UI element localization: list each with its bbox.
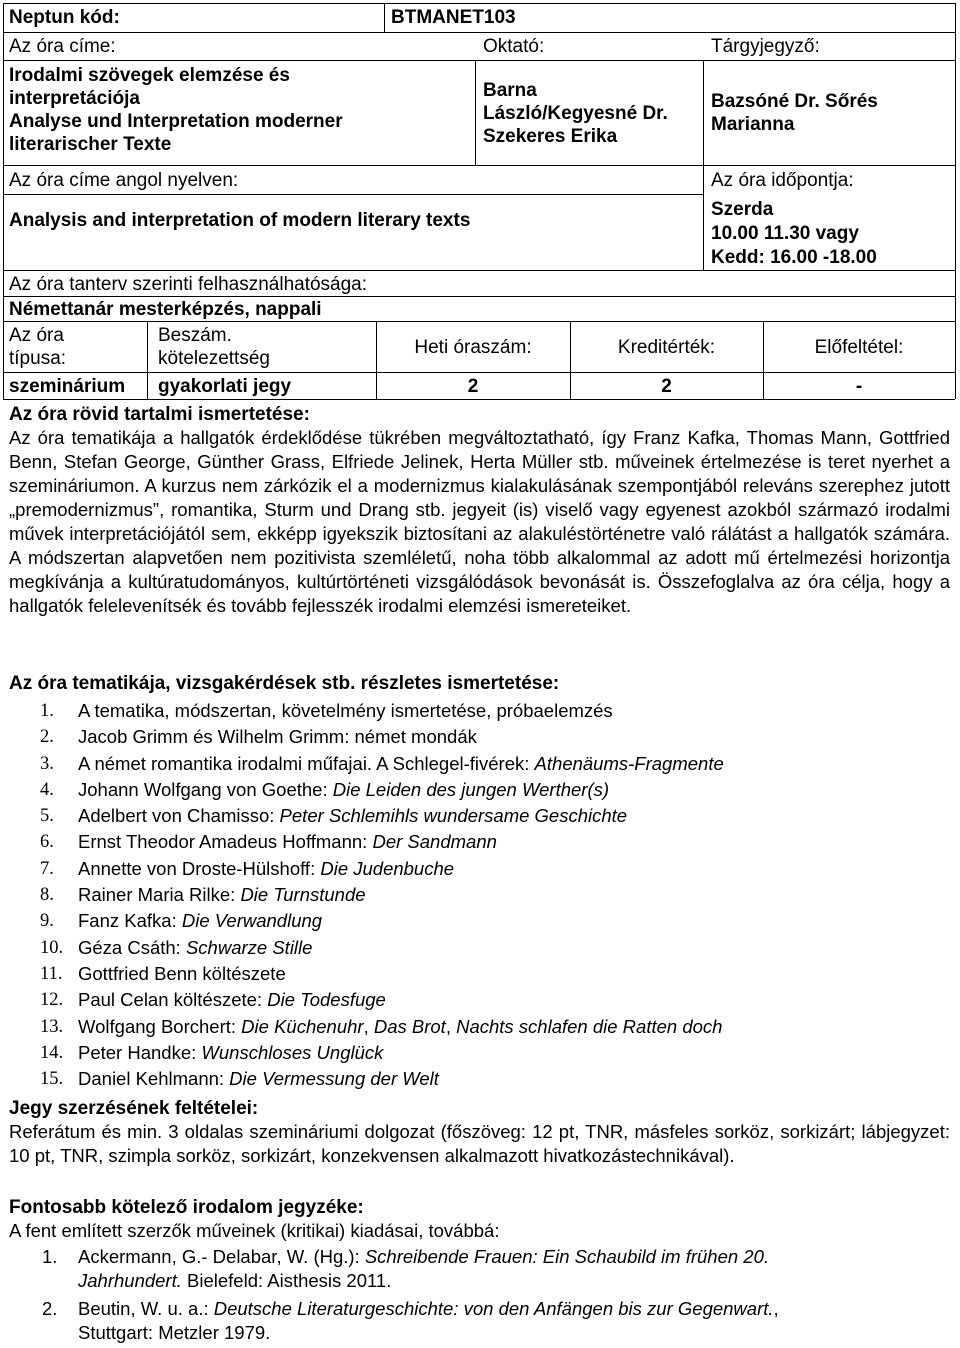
topic-text: Peter Handke:	[78, 1041, 202, 1063]
obligation-label-line: Beszám.	[158, 325, 232, 346]
topic-work-title: Peter Schlemihls wundersame Geschichte	[279, 805, 628, 827]
topic-work-title: Wunschloses Unglück	[201, 1041, 384, 1063]
literature-item-text: Ackermann, G.- Delabar, W. (Hg.):	[78, 1246, 365, 1267]
english-title-label: Az óra címe angol nyelven:	[9, 170, 239, 191]
time-line: 10.00 11.30 vagy	[711, 223, 859, 244]
coordinator-label: Tárgyjegyző:	[711, 36, 820, 57]
instructor-label: Oktató:	[483, 36, 545, 57]
topic-text: Daniel Kehlmann:	[78, 1068, 230, 1090]
topic-item	[40, 698, 724, 724]
usability-value: Némettanár mesterképzés, nappali	[9, 299, 322, 320]
topic-number: 9.	[40, 911, 54, 932]
topic-number: 13.	[40, 1016, 64, 1037]
topic-work-title: Der Sandmann	[372, 831, 497, 853]
literature-item-title: Jahrhundert.	[78, 1270, 182, 1291]
grading-label: Jegy szerzésének feltételei:	[9, 1098, 259, 1119]
topic-work-title: Die Turnstunde	[240, 884, 366, 906]
topic-item	[40, 908, 724, 934]
topic-text: Adelbert von Chamisso:	[78, 805, 280, 827]
topic-text: ,	[363, 1015, 374, 1037]
credits-value: 2	[661, 376, 672, 397]
course-title	[9, 64, 469, 156]
topic-item	[40, 803, 724, 829]
obligation-value: gyakorlati jegy	[158, 376, 292, 397]
instructor-line: Szekeres Erika	[483, 126, 618, 147]
literature-item-text: ,	[773, 1298, 779, 1319]
topic-item	[40, 751, 724, 777]
course-title-line: Analyse und Interpretation moderner	[9, 111, 343, 132]
topic-text: Gottfried Benn költészete	[78, 962, 286, 984]
literature-item	[42, 1297, 942, 1345]
literature-item-title: Deutsche Literaturgeschichte: von den Anfängen bis zur Gegenwart.	[213, 1298, 774, 1319]
topic-text: Fanz Kafka:	[78, 910, 182, 932]
topic-number: 4.	[40, 779, 54, 800]
topic-number: 6.	[40, 832, 54, 853]
prerequisite-label: Előfeltétel:	[814, 337, 904, 358]
neptun-code-label: Neptun kód:	[9, 7, 120, 28]
topic-item	[40, 1014, 724, 1040]
topic-text: Johann Wolfgang von Goethe:	[78, 778, 333, 800]
instructor-line: László/Kegyesné Dr.	[483, 103, 668, 124]
time-line: Szerda	[711, 199, 774, 220]
course-type-value: szeminárium	[9, 376, 126, 397]
topic-text: Annette von Droste-Hülshoff:	[78, 857, 321, 879]
summary-label: Az óra rövid tartalmi ismertetése:	[9, 404, 310, 425]
summary-text: Az óra tematikája a hallgatók érdeklődése tükrében megváltoztatható, így Franz Kafka, Thomas Mann, Gottfried Benn, Stefan George, Günther Grass, Elfriede Jelinek, Herta Müller stb. műveinek értelmezése is teret nyerhet a szemináriumon. A kurzus nem zárkózik el a modernizmus kialakulásának szempontjából releváns szerephez jutott „premodernizmus”, romantika, Sturm und Drang stb. jegyeit (is) viselő vagy egyenest azokból származó irodalmi művek interpretációjától sem, ekképp igyekszik biztosítani az alakuléstörténetre való rálátást a hallgatók számára. A módszertan alapvetően nem pozitivista szemléletű, noha több alkalommal az adott mű értelmezési horizontja megkívánja a kultúratudományos, kultúrtörténeti vizsgálódások bevonását is. Összefoglalva az óra célja, hogy a hallgatók felelevenítsék és tovább fejlesszék irodalmi elemzési ismereteiket.	[9, 427, 950, 616]
topic-item	[40, 724, 724, 750]
neptun-code-value: BTMANET103	[391, 7, 516, 28]
literature-intro: A fent említett szerzők műveinek (kritikai) kiadásai, továbbá:	[9, 1220, 500, 1241]
instructor-names	[483, 79, 698, 148]
topic-item	[40, 777, 724, 803]
topic-work-title: Die Todesfuge	[267, 989, 386, 1011]
topic-item	[40, 856, 724, 882]
weekly-hours-value: 2	[467, 376, 479, 397]
topic-item	[40, 987, 724, 1013]
topic-work-title: Das Brot	[373, 1015, 446, 1037]
course-title-line: interpretációja	[9, 88, 140, 109]
literature-item-text: Bielefeld: Aisthesis 2011.	[181, 1270, 392, 1291]
coordinator-name	[711, 90, 951, 136]
course-time	[711, 198, 951, 270]
topic-text: Rainer Maria Rilke:	[78, 884, 241, 906]
topic-text: Ernst Theodor Amadeus Hoffmann:	[78, 831, 373, 853]
topics-label: Az óra tematikája, vizsgakérdések stb. részletes ismertetése:	[9, 673, 560, 694]
topic-number: 11.	[40, 963, 63, 984]
obligation-label	[158, 324, 270, 370]
topic-number: 5.	[40, 806, 54, 827]
topic-number: 10.	[40, 937, 64, 958]
obligation-label-line: kötelezettség	[158, 348, 270, 369]
time-label: Az óra időpontja:	[711, 170, 854, 191]
topic-item	[40, 882, 724, 908]
topic-number: 3.	[40, 753, 54, 774]
literature-item-text: Beutin, W. u. a.:	[78, 1298, 214, 1319]
topic-text: ,	[445, 1015, 457, 1037]
topic-text: Géza Csáth:	[78, 936, 186, 958]
topic-item	[40, 935, 724, 961]
course-title-line: Irodalmi szövegek elemzése és	[9, 65, 290, 86]
literature-item	[42, 1245, 942, 1293]
topic-item	[40, 1066, 724, 1092]
type-label-line: típusa:	[9, 348, 67, 369]
type-label-line: Az óra	[9, 325, 64, 346]
topic-text: Paul Celan költészete:	[78, 989, 268, 1011]
literature-item-number: 1.	[42, 1246, 58, 1267]
instructor-line: Barna	[483, 80, 537, 101]
topic-work-title: Die Leiden des jungen Werther(s)	[332, 778, 610, 800]
literature-item-number: 2.	[42, 1298, 58, 1319]
literature-item-title: Schreibende Frauen: Ein Schaubild im frühen 20.	[364, 1246, 770, 1267]
usability-label: Az óra tanterv szerinti felhasználhatósága:	[9, 274, 368, 295]
coordinator-line: Marianna	[711, 114, 795, 135]
topic-number: 14.	[40, 1042, 64, 1063]
topics-list	[40, 698, 724, 1092]
topic-number: 8.	[40, 885, 54, 906]
prerequisite-value: -	[855, 376, 863, 397]
topic-item	[40, 961, 724, 987]
coordinator-line: Bazsóné Dr. Sőrés	[711, 91, 878, 112]
weekly-hours-label: Heti óraszám:	[414, 337, 532, 358]
topic-item	[40, 1040, 724, 1066]
course-title-line: literarischer Texte	[9, 134, 172, 155]
topic-text: A német romantika irodalmi műfajai. A Schlegel-fivérek:	[78, 752, 535, 774]
topic-work-title: Schwarze Stille	[185, 936, 313, 958]
time-line: Kedd: 16.00 -18.00	[711, 247, 877, 268]
topic-number: 1.	[40, 701, 54, 721]
topic-text: A tematika, módszertan, követelmény ismertetése, próbaelemzés	[78, 700, 613, 721]
topic-item	[40, 829, 724, 855]
topic-number: 2.	[40, 727, 54, 748]
topic-number: 15.	[40, 1069, 64, 1090]
literature-item-text: Stuttgart: Metzler 1979.	[78, 1322, 271, 1343]
topic-work-title: Nachts schlafen die Ratten doch	[456, 1015, 723, 1037]
type-label	[9, 324, 66, 370]
topic-work-title: Athenäums-Fragmente	[534, 752, 724, 774]
literature-label: Fontosabb kötelező irodalom jegyzéke:	[9, 1197, 364, 1218]
topic-number: 12.	[40, 990, 64, 1011]
topic-work-title: Die Verwandlung	[181, 910, 323, 932]
english-title: Analysis and interpretation of modern literary texts	[9, 210, 471, 231]
topic-work-title: Die Judenbuche	[320, 857, 455, 879]
grading-text: Referátum és min. 3 oldalas szemináriumi dolgozat (főszöveg: 12 pt, TNR, másfeles sorköz, sorkizárt; lábjegyzet: 10 pt, TNR, szimpla sorköz, sorkizárt, konzekvensen alkalmazott hivatkozástechnikával).	[9, 1121, 950, 1166]
topic-number: 7.	[40, 858, 54, 879]
topic-text: Wolfgang Borchert:	[78, 1015, 242, 1037]
topic-work-title: Die Küchenuhr	[241, 1015, 364, 1037]
credits-label: Kreditérték:	[617, 337, 716, 358]
topic-work-title: Die Vermessung der Welt	[229, 1068, 439, 1090]
course-title-label: Az óra címe:	[9, 36, 116, 57]
topic-text: Jacob Grimm és Wilhelm Grimm: német mondák	[78, 726, 477, 748]
